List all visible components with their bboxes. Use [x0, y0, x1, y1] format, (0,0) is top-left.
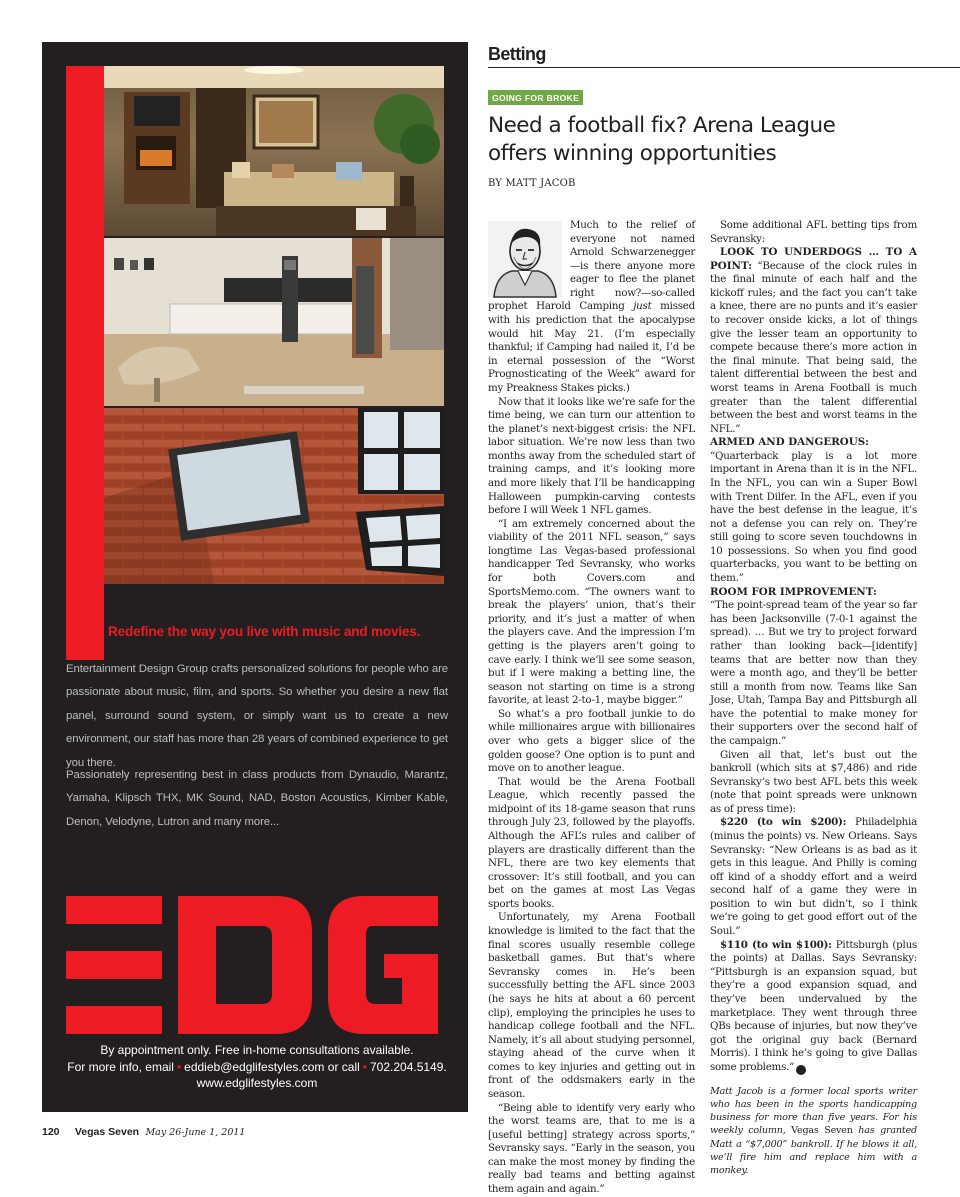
speaker-room-photo [104, 238, 444, 406]
tip-body: “The point-spread team of the year so far has been Jacksonville (7-0-1 against the spread). … But we try to project forward rather than looking back—[identify] teams that are better now than they were a month ago, and they’ll be better still a month from now. Teams like San Jose, Utah, Tampa Bay and Pittsburgh all have the potential to make money for their supporters over the second half of the campaign.” [710, 599, 917, 747]
article-column-1 [488, 219, 695, 1197]
magazine-name: Vegas Seven [74, 1126, 140, 1138]
kicker-badge: GOING FOR BROKE [488, 90, 583, 105]
ad-phone[interactable]: 702.204.5149. [369, 1059, 447, 1074]
paragraph: Much to the relief of everyone not named Arnold Schwarzenegger—is there anyone more eager to flee the planet right now?—so-called prophet Harold Camping just missed with his prediction that the apocalypse would hit May 21. (I’m especially thankful; if Camping had nailed it, I’d be in eternal possession of the “Worst Prognosticating of the Week” award for my Preakness Stakes picks.) [488, 219, 695, 394]
headline: Need a football fix? Arena League offers winning opportunities [488, 113, 836, 166]
paragraph: “Being able to identify very early who the worst teams are, that to me is a [useful betting] strategy across sports,” Sevransky says. “Early in the season, you can make the most money by finding the really bad teams and betting against them again and again.” [488, 1101, 695, 1196]
ad-tagline: Redefine the way you live with music and movies. [108, 624, 421, 639]
article-column-2 [710, 219, 917, 1177]
tip-heading: LOOK TO UNDERDOGS … TO A POINT: [710, 246, 917, 272]
bet-pick: $110 (to win $100): Pittsburgh (plus the points) at Dallas. Says Sevransky: “Pittsburgh is an expansion squad, but they’re a good expansion squad, and they’ve been undervalued by the marketplace. They went through three QBs because of injuries, but now they’ve got the original guy back (Bernard Morris). I think he’s going to give Dallas some problems.” 7 [710, 938, 917, 1073]
paragraph: Given all that, let’s bust out the bankroll (which sits at $7,486) and ride Sevransky’s two best AFL bets this week (note that point spreads were unknown as of press time): [710, 748, 917, 815]
bet-amount: $220 (to win $200): [720, 816, 847, 829]
page-footer [42, 1126, 245, 1138]
ad-description: Entertainment Design Group crafts personalized solutions for people who are passionate about music, film, and sports. So whether you desire a new flat panel, surround sound system, or simply want us to create a new environment, our staff has more than 28 years of combined experience to get you there. [66, 663, 448, 769]
ad-email-link[interactable]: eddieb@edglifestyles.com [184, 1059, 325, 1074]
ad-contact-info [66, 1042, 448, 1092]
bet-pick: $220 (to win $200): Philadelphia (minus the points) vs. New Orleans. Says Sevransky: “New Orleans is as bad as it gets in this league. And Philly is coming off kind of a shoddy effort and a weird second half of a game they were in position to win but didn’t, so I think we’re going to get good effort out of the Soul.” [710, 816, 917, 938]
ad-website-link[interactable]: www.edglifestyles.com [196, 1076, 318, 1090]
edg-logo [66, 896, 438, 1034]
paragraph: So what’s a pro football junkie to do while millionaires argue with billionaires over who gets a bigger slice of the golden goose? One option is to punt and move on to another league. [488, 707, 695, 775]
byline: BY MATT JACOB [488, 178, 576, 189]
edg-advertisement [42, 42, 468, 1112]
tip-heading: ARMED AND DANGEROUS: [710, 436, 869, 449]
paragraph: Some additional AFL betting tips from Sevransky: [710, 219, 917, 245]
ad-brands: Passionately representing best in class products from Dynaudio, Marantz, Yamaha, Klipsch THX, MK Sound, NAD, Boston Acoustics, Kimber Kable, Denon, Velodyne, Lutron and many more... [66, 769, 448, 828]
issue-date: May 26-June 1, 2011 [145, 1127, 246, 1138]
ad-appointment-line: By appointment only. Free in-home consultations available. [100, 1043, 414, 1057]
page-number: 120 [42, 1126, 60, 1138]
red-accent-bar [66, 66, 104, 660]
tip-heading: ROOM FOR IMPROVEMENT: [710, 585, 877, 598]
paragraph: “I am extremely concerned about the viability of the 2011 NFL season,” says longtime Las Vegas-based professional handicapper Ted Sevransky, who works for both Covers.com and SportsMemo.com. “The owners want to break the players’ union, that’s their priority, and it’s just a matter of when the players cave. And the impression I’m getting is the players aren’t going to cave early. I think we’ll see some season, but if I were making a betting line, the season not starting on time is a strong favorite, at least 2-to-1, maybe bigger.” [488, 517, 695, 707]
living-room-photo [104, 66, 444, 236]
end-mark-icon: 7 [796, 1065, 806, 1075]
tip-body: “Quarterback play is a lot more important in Arena than it is in the NFL. In the NFL, you can win a Super Bowl with Trent Dilfer. In the AFL, even if you have the best defense in the league, it’s not a defense you can rely on. They’re still going to score seven touchdowns in 10 possessions. So when you find good quarterbacks, you want to be betting on them.” [710, 449, 917, 585]
paragraph: Now that it looks like we’re safe for the time being, we can turn our attention to the planet’s next-biggest crisis: the NFL labor situation. We’re now less than two months away from the scheduled start of training camps, and it’s looking more and more likely that I’ll be handicapping Halloween pumpkin-carving contests before I will Week 1 NFL games. [488, 395, 695, 517]
section-title: Betting [488, 44, 546, 64]
section-divider [488, 67, 960, 68]
brick-wall-tv-photo [104, 408, 444, 584]
author-portrait [488, 221, 562, 297]
tip-section: LOOK TO UNDERDOGS … TO A POINT: “Because of the clock rules in the final minute of each half and the kickoff rules; and the fact you can’t take a knee, there are no punts and it’s easier to recover onside kicks, a lot of things give the lesser team an opportunity to compete because there’s more action in the final minute. That being said, the talent differential between the best and worst teams in Arena Football is much greater than the talent differential between the best and worst teams in the NFL.” [710, 246, 917, 435]
bet-amount: $110 (to win $100): [720, 938, 832, 951]
ad-contact-line: For more info, email • eddieb@edglifestyles.com or call • 702.204.5149. [67, 1059, 447, 1074]
paragraph: Unfortunately, my Arena Football knowledge is limited to the fact that the final scores usually resemble college basketball games. But that’s where Sevransky comes in. He’s been successfully betting the AFL since 2003 (he says he hits at about a 60 percent clip), employing the principles he uses to handicap college football and the NFL. Namely, it’s all about studying personnel, staying ahead of the curve when it comes to key injuries and getting out in front of the oddsmakers early in the season. [488, 911, 695, 1100]
author-bio: Matt Jacob is a former local sports writer who has been in the sports handicapping business for more than five years. For his weekly column, Vegas Seven has granted Matt a “$7,000” bankroll. If he blows it all, we’ll fire him and replace him with a monkey. [710, 1085, 917, 1177]
paragraph: That would be the Arena Football League, which recently passed the midpoint of its 18-game season that runs through July 23, followed by the playoffs. Although the AFL’s rules and caliber of players are drastically different than the NFL, there are two key elements that crossover: It’s still football, and you can bet on the games at most Las Vegas sports books. [488, 775, 695, 910]
